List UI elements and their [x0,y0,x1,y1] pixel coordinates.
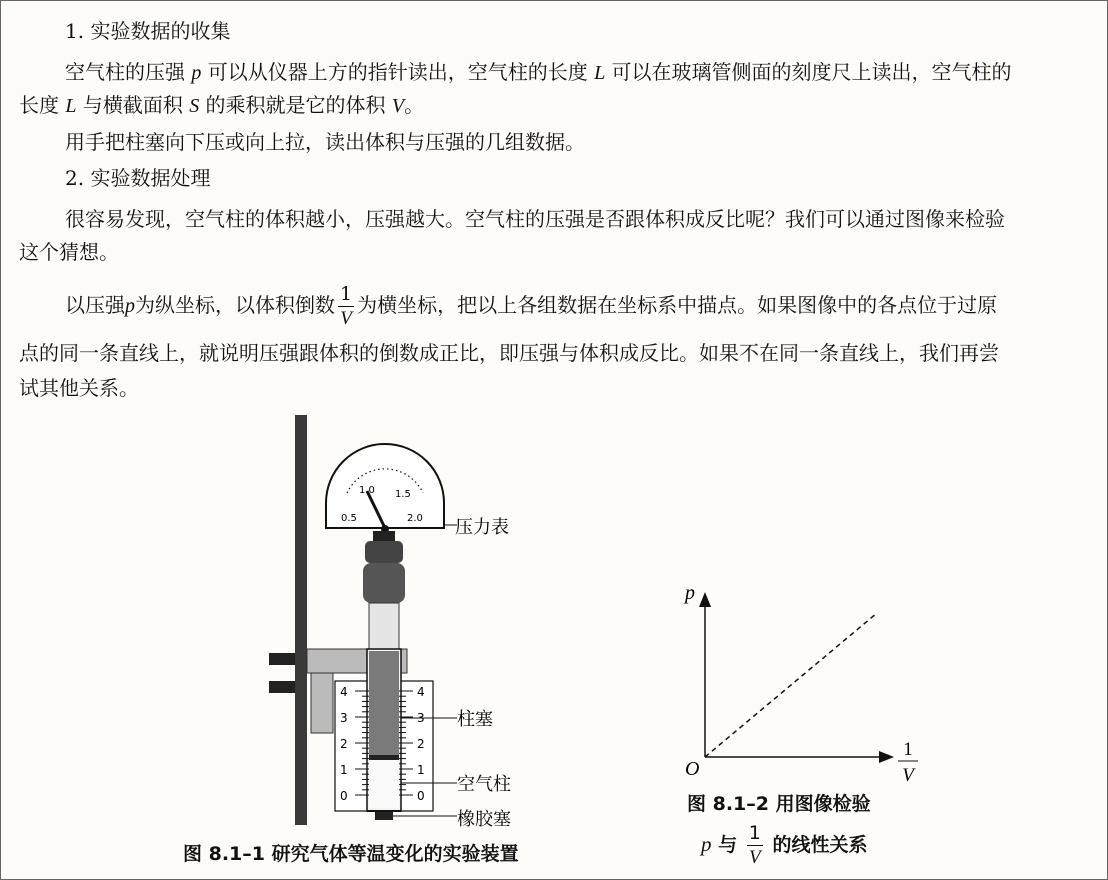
air-column [369,760,399,808]
left-scale-number: 3 [340,711,348,725]
svg-text:1.0: 1.0 [359,485,375,496]
section2-paragraph2-line2: 点的同一条直线上，就说明压强跟体积的倒数成正比，即压强与体积成反比。如果不在同一条直线上，我们再尝 [19,341,999,365]
label-pressure-gauge: 压力表 [455,517,509,538]
section1-heading: 1. 实验数据的收集 [65,19,231,43]
stand-rod [295,415,307,825]
y-axis-label: p [685,582,695,604]
left-scale-number: 4 [340,685,348,699]
pressure-gauge [326,444,444,533]
left-scale-number: 0 [340,789,348,803]
figure2-caption-line2: p 与 $\frac{1}{V}$ 的线性关系 [701,822,868,868]
section1-paragraph1-line2: 长度 L 与横截面积 S 的乘积就是它的体积 V。 [19,93,425,117]
plunger [369,651,399,755]
section2-paragraph1-line1: 很容易发现，空气柱的体积越小，压强越大。空气柱的压强是否跟体积成反比呢？我们可以通过图像来检验 [65,207,1005,231]
svg-text:V: V [902,765,914,786]
section1-paragraph2: 用手把柱塞向下压或向上拉，读出体积与压强的几组数据。 [65,130,585,154]
figure1-caption: 图 8.1–1 研究气体等温变化的实验装置 [183,843,519,865]
section2-paragraph2-line3: 试其他关系。 [19,376,139,400]
label-air-column: 空气柱 [457,774,511,795]
right-scale-number: 3 [417,711,425,725]
svg-text:0.5: 0.5 [341,513,357,524]
section2-heading: 2. 实验数据处理 [65,166,211,190]
right-scale-number: 4 [417,685,425,699]
right-scale-number: 2 [417,737,425,751]
plunger-rod [369,603,399,651]
x-axis-label [898,739,918,786]
clamp-screw-top [269,653,295,665]
svg-text:2.0: 2.0 [407,513,423,524]
right-scale [399,681,433,811]
svg-text:1.5: 1.5 [395,489,411,500]
left-scale-number: 1 [340,763,348,777]
proportional-line [705,613,877,757]
section2-paragraph2-line1: 以压强p为纵坐标，以体积倒数 $\frac{1}{V}$ 为横坐标，把以上各组数据在坐标系中描点。如果图像中的各点位于过原 [65,283,998,329]
apparatus-figure [251,413,591,833]
pv-graph [671,577,941,787]
reciprocal-v-fraction: $\frac{1}{V}$ [340,283,353,329]
right-scale-number: 0 [417,789,425,803]
gauge-connector [365,541,403,563]
rubber-stopper [375,811,393,820]
right-scale-number: 1 [417,763,425,777]
section1-paragraph1-line1: 空气柱的压强 p 可以从仪器上方的指针读出，空气柱的长度 L 可以在玻璃管侧面的刻度尺上读出，空气柱的 [65,60,1012,84]
figure2-caption-line1: 图 8.1–2 用图像检验 [687,793,871,815]
svg-text:1: 1 [903,739,913,760]
label-plunger: 柱塞 [457,709,493,730]
origin-label: O [685,758,700,780]
label-rubber-stopper: 橡胶塞 [457,809,511,830]
left-scale-number: 2 [340,737,348,751]
caption-fraction: $\frac{1}{V}$ [748,822,761,868]
section2-paragraph1-line2: 这个猜想。 [19,240,119,264]
clamp-screw-bottom [269,681,295,693]
